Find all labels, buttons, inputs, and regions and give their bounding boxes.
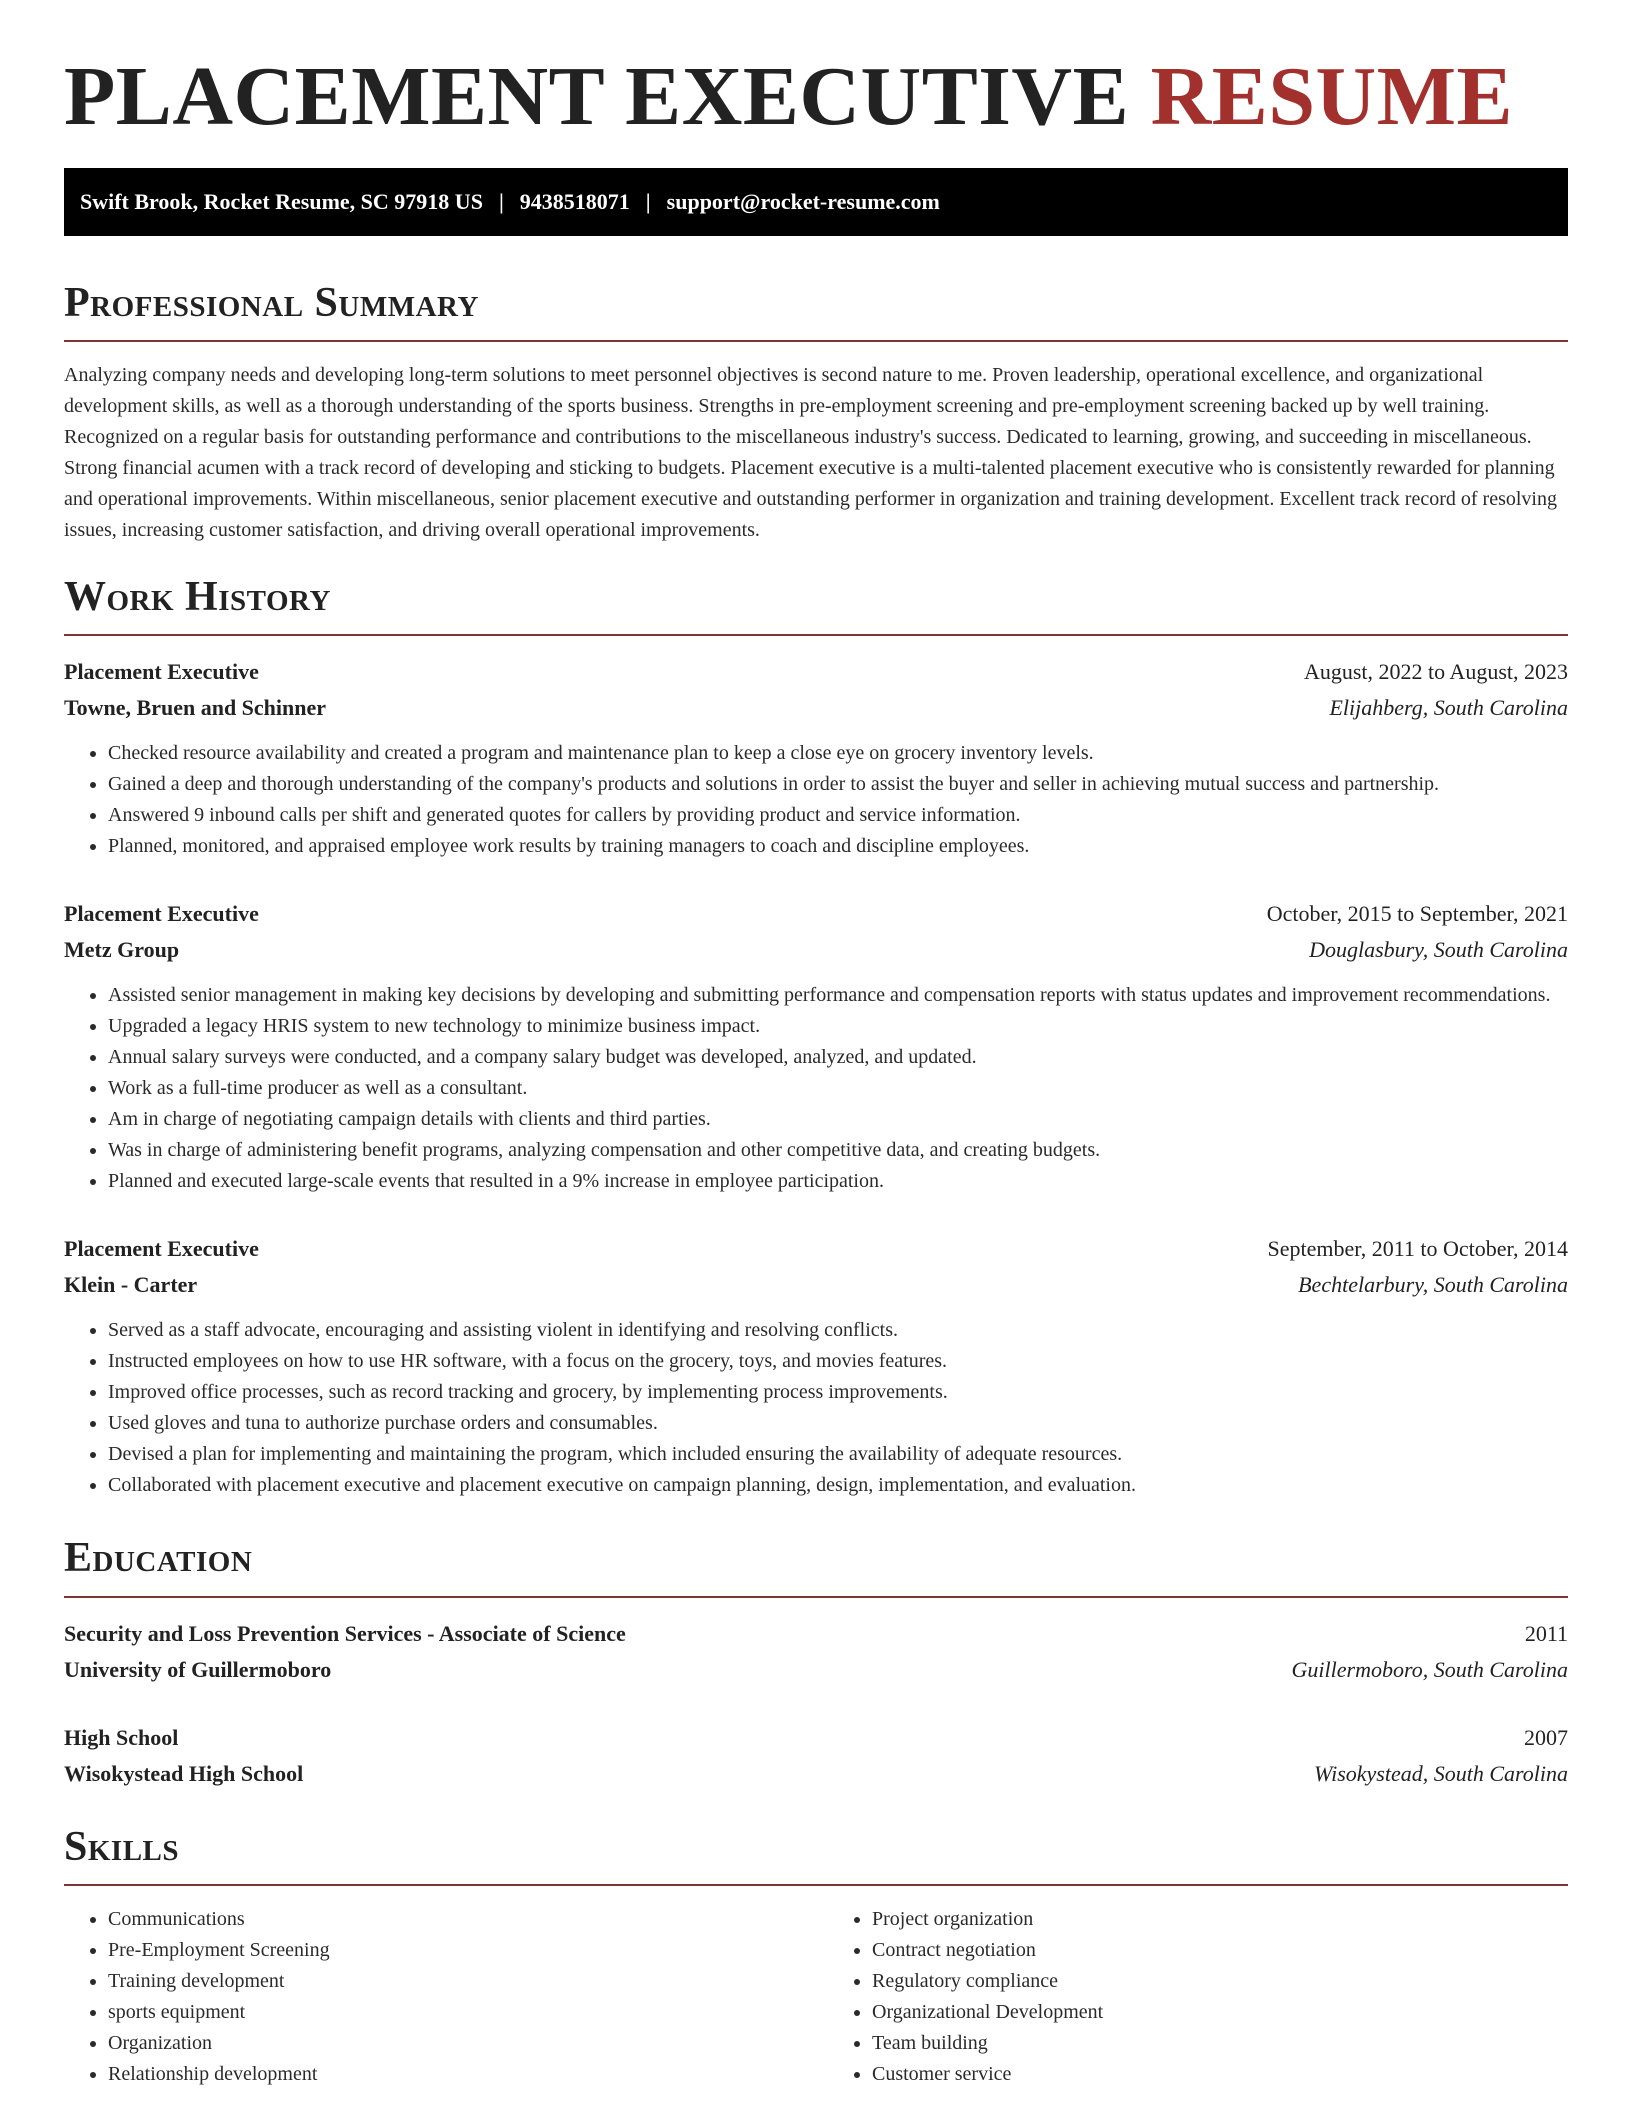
job-bullet: • Devised a plan for implementing and maintaining the program, which included ensuring the availability of adequate resources. — [108, 1439, 1568, 1470]
job-location: Elijahberg, South Carolina — [1329, 695, 1568, 721]
job-bullet: • Served as a staff advocate, encouraging and assisting violent in identifying and resolving conflicts. — [108, 1315, 1568, 1346]
skill-item: • Training development — [108, 1966, 804, 1997]
education-school-row — [64, 1756, 1568, 1792]
job-company: Towne, Bruen and Schinner — [64, 695, 327, 721]
job-location: Bechtelarbury, South Carolina — [1298, 1272, 1568, 1298]
job-bullet: • Gained a deep and thorough understanding of the company's products and solutions in order to assist the buyer and seller in achieving mutual success and partnership. — [108, 769, 1568, 800]
job-bullet: • Work as a full-time producer as well as a consultant. — [108, 1073, 1568, 1104]
section-divider — [64, 634, 1568, 636]
skill-item: • Communications — [108, 1904, 804, 1935]
skill-item: • Team building — [872, 2028, 1568, 2059]
education-section — [64, 1535, 1568, 1791]
skill-item: • Relationship development — [108, 2059, 804, 2090]
work-history-section — [64, 574, 1568, 1501]
job-title: Placement Executive — [64, 901, 259, 927]
job-bullet: • Improved office processes, such as record tracking and grocery, by implementing process improvements. — [108, 1377, 1568, 1408]
job-bullet: • Was in charge of administering benefit programs, analyzing compensation and other competitive data, and creating budgets. — [108, 1135, 1568, 1166]
education-year: 2011 — [1524, 1620, 1568, 1646]
skills-list-left — [64, 1904, 804, 2090]
education-school: Wisokystead High School — [64, 1760, 304, 1786]
skill-item: • Customer service — [872, 2059, 1568, 2090]
skills-section — [64, 1824, 1568, 2090]
skill-item: • sports equipment — [108, 1997, 804, 2028]
job-bullet-list — [64, 1315, 1568, 1501]
job-dates: September, 2011 to October, 2014 — [1267, 1236, 1568, 1262]
job-bullet: • Assisted senior management in making key decisions by developing and submitting performance and compensation reports with status updates and improvement recommendations. — [108, 980, 1568, 1011]
skill-item: • Project organization — [872, 1904, 1568, 1935]
job-title: Placement Executive — [64, 659, 259, 685]
skills-column-left — [64, 1904, 804, 2090]
job-bullet: • Instructed employees on how to use HR software, with a focus on the grocery, toys, and movies features. — [108, 1346, 1568, 1377]
resume-title-main: PLACEMENT EXECUTIVE — [64, 50, 1130, 143]
resume-page — [64, 50, 1568, 2090]
contact-email[interactable]: support@rocket-resume.com — [666, 189, 940, 215]
summary-section — [64, 280, 1568, 546]
education-location: Wisokystead, South Carolina — [1313, 1760, 1568, 1786]
job-header-row — [64, 654, 1568, 690]
job-bullet: • Annual salary surveys were conducted, and a company salary budget was developed, analyzed, and updated. — [108, 1042, 1568, 1073]
skill-item: • Contract negotiation — [872, 1935, 1568, 1966]
skill-item: • Organizational Development — [872, 1997, 1568, 2028]
contact-separator: | — [498, 189, 504, 215]
job-bullet: • Planned and executed large-scale events that resulted in a 9% increase in employee participation. — [108, 1166, 1568, 1197]
job-company-row — [64, 1267, 1568, 1303]
summary-heading: Professional Summary — [64, 280, 479, 327]
education-header-row — [64, 1616, 1568, 1652]
education-entry — [64, 1616, 1568, 1688]
education-entry — [64, 1720, 1568, 1792]
education-school: University of Guillermoboro — [64, 1656, 332, 1682]
skills-column-right — [828, 1904, 1568, 2090]
contact-bar — [64, 168, 1568, 236]
resume-title-accent: RESUME — [1150, 50, 1514, 143]
job-company-row — [64, 932, 1568, 968]
job-bullet: • Am in charge of negotiating campaign details with clients and third parties. — [108, 1104, 1568, 1135]
resume-title — [64, 50, 1568, 144]
education-list — [64, 1616, 1568, 1792]
education-heading: Education — [64, 1535, 253, 1582]
job-bullet-list — [64, 980, 1568, 1197]
section-divider — [64, 1596, 1568, 1598]
job-list — [64, 654, 1568, 1501]
education-school-row — [64, 1652, 1568, 1688]
skills-grid — [64, 1904, 1568, 2090]
contact-separator: | — [645, 189, 651, 215]
job-title: Placement Executive — [64, 1236, 259, 1262]
job-bullet: • Checked resource availability and created a program and maintenance plan to keep a close eye on grocery inventory levels. — [108, 738, 1568, 769]
job-company: Klein - Carter — [64, 1272, 198, 1298]
job-entry — [64, 654, 1568, 862]
section-divider — [64, 340, 1568, 342]
work-history-heading: Work History — [64, 574, 331, 621]
education-degree: High School — [64, 1724, 179, 1750]
job-bullet: • Upgraded a legacy HRIS system to new technology to minimize business impact. — [108, 1011, 1568, 1042]
job-header-row — [64, 1231, 1568, 1267]
job-company: Metz Group — [64, 937, 180, 963]
skill-item: • Regulatory compliance — [872, 1966, 1568, 1997]
job-company-row — [64, 690, 1568, 726]
contact-phone: 9438518071 — [519, 189, 630, 215]
skills-heading: Skills — [64, 1823, 180, 1870]
education-degree: Security and Loss Prevention Services - Associate of Science — [64, 1620, 626, 1646]
education-location: Guillermoboro, South Carolina — [1291, 1656, 1568, 1682]
job-header-row — [64, 896, 1568, 932]
job-bullet-list — [64, 738, 1568, 862]
education-year: 2007 — [1524, 1724, 1568, 1750]
job-bullet: • Collaborated with placement executive and placement executive on campaign planning, design, implementation, and evaluation. — [108, 1470, 1568, 1501]
job-entry — [64, 1231, 1568, 1501]
summary-text: Analyzing company needs and developing long-term solutions to meet personnel objectives is second nature to me. Proven leadership, operational excellence, and organizational development skills, as well as a thorough understanding of the sports business. Strengths in pre-employment screening and pre-employment screening backed up by well training. Recognized on a regular basis for outstanding performance and contributions to the miscellaneous industry's success. Dedicated to learning, growing, and succeeding in miscellaneous. Strong financial acumen with a track record of developing and sticking to budgets. Placement executive is a multi-talented placement executive who is consistently rewarded for planning and operational improvements. Within miscellaneous, senior placement executive and outstanding performer in organization and training development. Excellent track record of resolving issues, increasing customer satisfaction, and driving overall operational improvements. — [64, 364, 1557, 542]
job-bullet: • Used gloves and tuna to authorize purchase orders and consumables. — [108, 1408, 1568, 1439]
job-location: Douglasbury, South Carolina — [1309, 937, 1568, 963]
job-bullet: • Answered 9 inbound calls per shift and generated quotes for callers by providing product and service information. — [108, 800, 1568, 831]
skills-list-right — [828, 1904, 1568, 2090]
job-dates: August, 2022 to August, 2023 — [1303, 659, 1568, 685]
education-header-row — [64, 1720, 1568, 1756]
contact-address: Swift Brook, Rocket Resume, SC 97918 US — [80, 189, 483, 215]
skill-item: • Pre-Employment Screening — [108, 1935, 804, 1966]
job-entry — [64, 896, 1568, 1197]
section-divider — [64, 1884, 1568, 1886]
job-bullet: • Planned, monitored, and appraised employee work results by training managers to coach and discipline employees. — [108, 831, 1568, 862]
job-dates: October, 2015 to September, 2021 — [1266, 901, 1568, 927]
skill-item: • Organization — [108, 2028, 804, 2059]
